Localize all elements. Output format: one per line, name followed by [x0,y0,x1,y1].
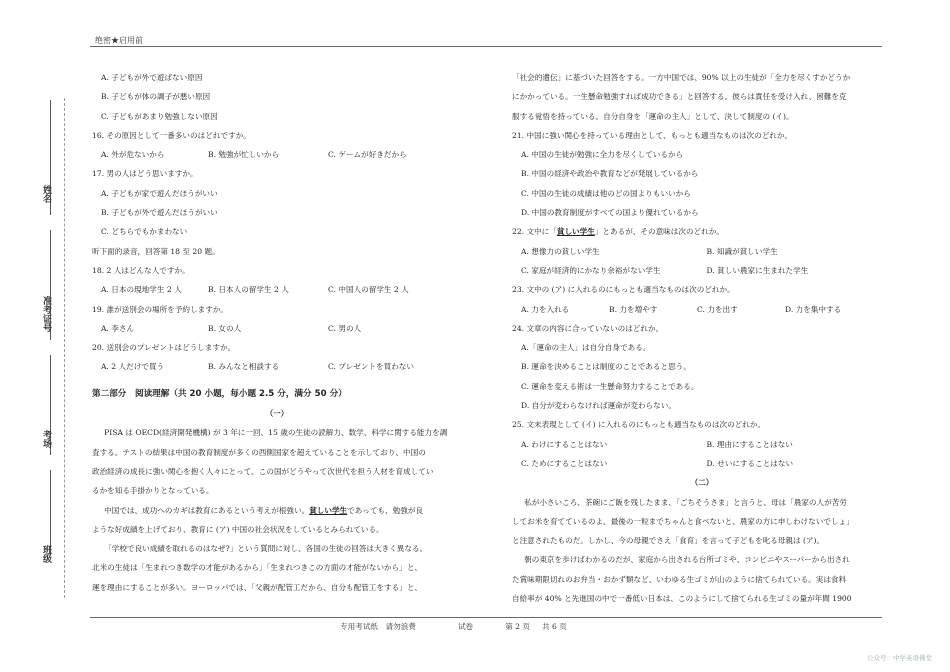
q17-opt-a: A. 子どもが家で遊んだほうがいい [101,188,218,198]
binding-line [64,98,65,598]
q21-opt-d: D. 中国の教育制度がすべての国より優れているから [521,208,699,218]
q24-question: 24. 文章の内容に合っていないのはどれか。 [512,323,664,333]
sidebar-exam-room: 考场 [41,430,51,448]
q19-options: A. 李さん B. 女の人 C. 男の人 [101,323,362,333]
sidebar-name: 姓名 [41,185,51,203]
header-label: 绝密★启用前 [95,36,143,45]
underlined-phrase: 貧しい学生 [556,227,595,237]
passage-line: 朝の東京を歩けばわかるのだが、家庭から出される台所ゴミや、コンビニやスーパーから出され [524,555,850,565]
section-title: 第二部分 阅读理解（共 20 小题，每小题 2.5 分，满分 50 分） [92,388,347,399]
header-rule [90,46,882,47]
passage-line: 「社会的遺伝」に基づいた回答をする。一方中国では、90% 以上の生徒が「全力を尽くすかどうか [512,73,851,82]
q17-question: 17. 男の人はどう思いますか。 [92,169,198,179]
sidebar-exam-id: 准考证号 [41,296,51,332]
passage-line: 服する覚悟を持っている。自分自身を「運命の主人」として、決して制度の (イ)。 [512,111,794,121]
passage-line: 査する。テストの結果は中国の教育制度が多くの西側国家を超えていることを示しており、中国の [92,447,426,457]
underlined-phrase: 貧しい学生 [309,505,348,515]
q18-question: 18. 2 人はどんな人ですか。 [92,265,190,275]
q21-opt-c: C. 中国の生徒の成績は他のどの国よりもいいから [521,188,691,198]
q16-options: A. 外が危ないから B. 勉強が忙しいから C. ゲームが好きだから [101,150,407,160]
q19-question: 19. 誰が送別会の場所を予約しますか。 [92,304,228,314]
footer-rule [90,617,882,618]
sidebar-class: 班级 [41,545,51,563]
part-one-heading: （一） [265,409,289,419]
right-column [512,68,892,608]
class-line [50,470,51,555]
q24-opt-c: C. 運命を変える術は一生懸命努力することである。 [521,381,699,391]
passage-line: た賞味期限切れのお弁当・おかず類など、いわゆる生ゴミが山のように捨てられている。実は食料 [512,574,847,584]
part-two-heading: （二） [690,478,714,488]
passage-line: 北米の生徒は「生まれつき数学の才能があるから」「生まれつきこの方面の才能がないから」と、 [92,563,423,573]
q22-options-ab: A. 想像力の貧しい学生 B. 知識が貧しい学生 [521,246,778,256]
passage-line: 運を理由にすることが多い。ヨーロッパでは、「父親が配管工だから、自分も配管工をする」と、 [92,582,423,592]
q23-question: 23. 文中の (ア) に入れるのにもっとも適当なものは次のどれか。 [512,285,735,295]
passage-line: るかを知る手掛かりとなっている。 [92,486,214,496]
footer [340,621,567,632]
passage-line: と注意されたものだ。しかし、今の母親でさえ「食育」を言って子どもを叱る母親は (ア)。 [512,536,825,546]
q15-opt-a: A. 子どもが外で遊ばない原因 [101,73,203,82]
q17-opt-b: B. 子どもが外で遊んだほうがいい [101,208,218,218]
q25-options-ab: A. わけにすることはない B. 理由にすることはない [521,439,793,449]
passage-line: ような好成績を上げており、教育に (ア) 中国の社会状況をしているとみられている。 [92,524,384,534]
passage-line: 「学校で良い成績を取れるのはなぜ?」という質問に対し、各国の生徒の回答は大きく異なる。 [104,544,428,554]
q24-opt-b: B. 運命を決めることは制度のことであると思う。 [521,362,691,372]
q22-options-cd: C. 家庭が経済的にかなり余裕がない学生 D. 貧しい農家に生まれた学生 [521,265,809,275]
footer-note: 专用考试纸 请勿浪费 [340,622,416,631]
passage-line: PISA は OECD(経済開発機構) が 3 年に一回、15 歳の生徒の読解力、数学、科学に関する能力を調 [104,428,448,438]
passage-line: 私が小さいころ、茶碗にご飯を残したまま、「ごちそうさま」と言うと、母は「農家の人が苦労 [524,497,847,507]
q24-opt-d: D. 自分が変わらなければ運命が変わらない。 [521,401,676,411]
q22-question: 22. 文中に「貧しい学生」とあるが、その意味は次のどれか。 [512,227,724,237]
q15-opt-c: C. 子どもがあまり勉強しない原因 [101,111,218,121]
passage-line: してお米を育てているのよ、最後の一粒までちゃんと食べないと、農家の方に申しわけないでしょ」 [512,516,854,526]
passage-line: にかかっている。一生懸命勉強すれば成功できる」と回答する。彼らは責任を受け入れ、困難を克 [512,92,847,102]
q21-question: 21. 中国に強い関心を持っている理由として、もっとも適当なものは次のどれか。 [512,130,793,140]
footer-paper: 试卷 [457,622,474,631]
q20-question: 20. 送別会のプレゼントはどうしますか。 [92,343,236,353]
q15-opt-b: B. 子どもが体の調子が悪い原因 [101,92,211,102]
q20-options: A. 2 人だけで買う B. みんなと相談する C. プレゼントを買わない [101,362,414,372]
footer-page: 第 2 页 [505,622,530,631]
passage-line: 中国では、成功へのカギは教育にあるという考えが根強い。貧しい学生であっても、勉強が良 [104,505,424,515]
q24-opt-a: A.「運命の主人」は自分自身である。 [521,343,651,353]
q21-opt-b: B. 中国の経済や政治や教育などが発展しているから [521,169,699,179]
q16-question: 16. その原因として一番多いのはどれですか。 [92,130,251,140]
q25-question: 25. 文末表現として (イ) に入れるのにもっとも適当なものは次のどれか。 [512,420,766,430]
q18-options: A. 日本の現地学生 2 人 B. 日本人の留学生 2 人 C. 中国人の留学生 2 人 [101,285,409,295]
footer-total: 共 6 页 [541,622,567,631]
watermark: 公众号：中学英语佛堂 [867,654,932,662]
passage-line: 政治経済の成長に強い関心を抱く人々にとって、この国がどうやって次世代を担う人材を育成してい [92,466,434,476]
passage-line: 自給率が 40% と先進国の中で一番低い日本は、このようにして捨てられる生ゴミの量が年間 1900 [512,594,852,604]
q21-opt-a: A. 中国の生徒が勉強に全力を尽くしているから [521,150,684,160]
q17-opt-c: C. どちらでもかまわない [101,227,188,237]
listening-instruction: 听下面的录音，回答第 18 至 20 题。 [92,246,220,256]
q23-options: A. 力を入れる B. 力を増やす C. 力を出す D. 力を集中する [521,304,842,314]
left-column [92,68,462,597]
q25-options-cd: C. ためにすることはない D. せいにすることはない [521,458,794,468]
